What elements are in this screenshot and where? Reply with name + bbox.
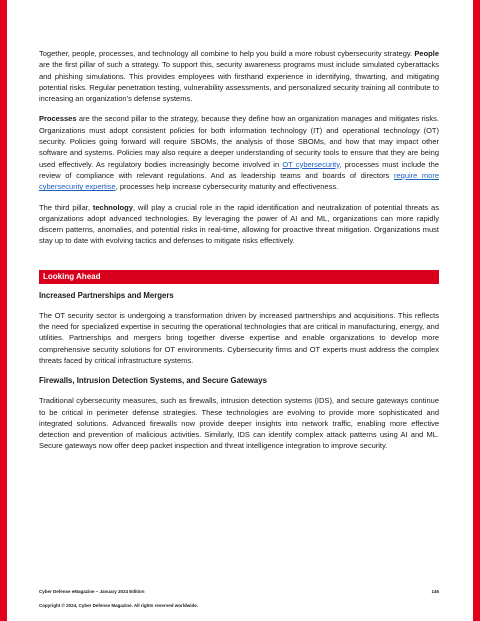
paragraph-partnerships: The OT security sector is undergoing a transformation driven by increased partnerships and acquisitions. This reflects the need for specialized expertise in securing the operational technologies that are critical in manufacturing, energy, and utilities. Partnerships and mergers bring together diverse expertise and enable organizations to develop more comprehensive security solutions for OT environments. Cybersecurity firms and OT experts must address the complex threats faced by critical infrastructure systems. <box>39 310 439 365</box>
paragraph-firewalls: Traditional cybersecurity measures, such as firewalls, intrusion detection systems (IDS), and secure gateways continue to be critical in perimeter defense strategies. These technologies are evolving to provide more sophisticated and integrated solutions. Advanced firewalls now provide deeper insights into network traffic, enabling more effective detection and prevention of malicious activities. Similarly, IDS can identify complex attack patterns using AI and ML. Secure gateways now offer deep packet inspection and threat intelligence integration to improve security. <box>39 396 439 451</box>
text: are the second pillar to the strategy, because they define how an organization manages and mitigates risks. Organizations must adopt consistent policies for both information technology (IT) and operational technology (OT) security. Policies going forward will require SBOMs, the analysis of those SBOMs, and how that may impact other software and systems. Policies may also require a deeper understanding of security tools to ensure that they are being used effectively. As regulatory bodies increasingly become involved in <box>39 114 439 169</box>
paragraph-technology <box>39 202 439 247</box>
page-number: 146 <box>431 589 439 594</box>
edition-label: Cyber Defense eMagazine – January 2024 Edition <box>39 589 145 594</box>
article-body <box>39 48 439 461</box>
paragraph-people <box>39 48 439 104</box>
text: are the first pillar of such a strategy. To support this, security awareness programs must include simulated cyberattacks and phishing simulations. This provides employees with firsthand experience in identifying, thwarting, and mitigating potential risks. Regular penetration testing, vulnerability assessments, and personalized security training all contribute to increasing an organization’s defense systems. <box>39 60 439 104</box>
bold-term: People <box>414 49 439 58</box>
text: , will play a crucial role in the rapid identification and neutralization of potential threats as organizations adopt advanced technologies. By leveraging the power of AI and ML, organizations can more rapidly discern patterns, anomalies, and potential risks in real-time, allowing for proactive threat mitigation. Organizations must stay up to date with evolving tactics and defenses to mitigate risks effectively. <box>39 202 439 246</box>
text: , processes help increase cybersecurity maturity and effectiveness. <box>115 182 339 192</box>
ot-cybersecurity-link[interactable]: OT cybersecurity <box>282 159 340 169</box>
footer-edition <box>39 589 439 594</box>
bold-term: Processes <box>39 114 77 124</box>
text: , processes must include the review of compliance with relevant regulations. And as leadership teams and boards of directors <box>39 159 440 180</box>
bold-term: technology <box>92 202 133 212</box>
cybersecurity-expertise-link[interactable]: require more cybersecurity expertise <box>39 170 439 192</box>
section-heading-looking-ahead: Looking Ahead <box>39 270 439 284</box>
subheading-partnerships: Increased Partnerships and Mergers <box>39 290 174 300</box>
text: The third pillar, <box>39 202 93 212</box>
footer-copyright: Copyright © 2024, Cyber Defense Magazine. All rights reserved worldwide. <box>39 603 198 608</box>
left-red-border <box>0 0 7 621</box>
subheading-firewalls: Firewalls, Intrusion Detection Systems, and Secure Gateways <box>39 376 267 386</box>
right-red-border <box>473 0 480 621</box>
text: Together, people, processes, and technology all combine to help you build a more robust cybersecurity strategy. <box>39 49 415 58</box>
paragraph-processes <box>39 113 439 192</box>
